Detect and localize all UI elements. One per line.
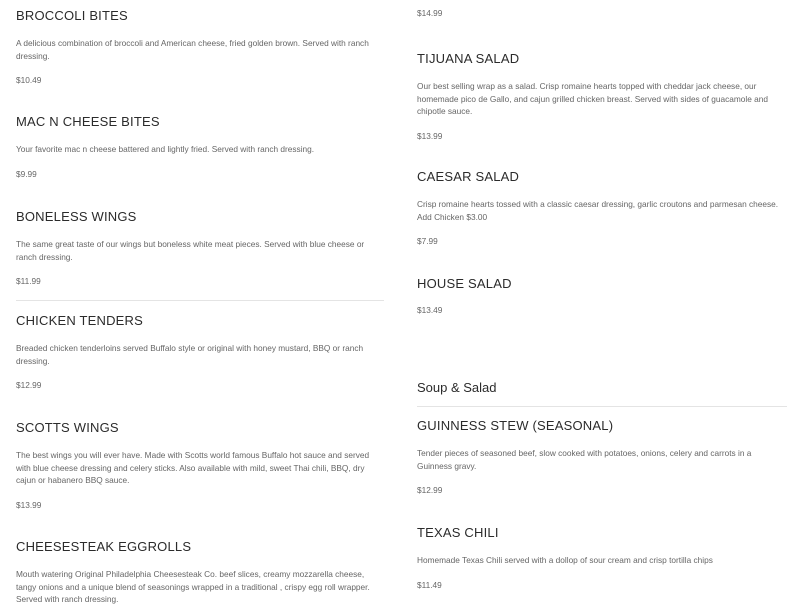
item-description: The best wings you will ever have. Made with Scotts world famous Buffalo hot sauce and served with blue cheese dressing and celery sticks. Also available with mild, sweet Thai chili, BBQ, dry cajun or habanero BBQ sauce. bbox=[16, 450, 370, 486]
item-price: $13.49 bbox=[417, 305, 443, 315]
item-price: $12.99 bbox=[16, 380, 42, 391]
item-price: $13.99 bbox=[417, 130, 443, 141]
divider bbox=[16, 300, 384, 301]
menu-item bbox=[16, 539, 384, 606]
item-title: CHICKEN TENDERS bbox=[16, 313, 144, 328]
divider bbox=[417, 406, 787, 407]
item-price: $14.99 bbox=[417, 8, 443, 18]
item-description: Breaded chicken tenderloins served Buffalo style or original with honey mustard, BBQ or ranch dressing. bbox=[16, 343, 364, 366]
item-price: $10.49 bbox=[16, 75, 42, 86]
menu-item bbox=[417, 51, 787, 141]
item-description: A delicious combination of broccoli and American cheese, fried golden brown. Served with ranch dressing. bbox=[16, 38, 369, 61]
section-heading: Soup & Salad bbox=[417, 380, 497, 395]
menu-item bbox=[16, 209, 384, 286]
item-description: Tender pieces of seasoned beef, slow cooked with potatoes, onions, celery and carrots in a Guinness gravy. bbox=[417, 448, 752, 471]
item-description: The same great taste of our wings but boneless white meat pieces. Served with blue cheese or ranch dressing. bbox=[16, 239, 365, 262]
item-description: Mouth watering Original Philadelphia Cheesesteak Co. beef slices, creamy mozzarella cheese, tangy onions and a unique blend of seasonings wrapped in a traditional , crispy egg roll wrapper. Served with ranch dressing. bbox=[16, 569, 370, 605]
menu-item bbox=[417, 525, 787, 590]
item-price: $11.49 bbox=[417, 579, 442, 590]
item-description: Crisp romaine hearts tossed with a classic caesar dressing, garlic croutons and parmesan cheese. Add Chicken $3.00 bbox=[417, 199, 779, 222]
item-title: CHEESESTEAK EGGROLLS bbox=[16, 539, 192, 554]
menu-item bbox=[16, 8, 384, 85]
menu-item bbox=[16, 313, 384, 390]
item-title: GUINNESS STEW (SEASONAL) bbox=[417, 418, 614, 433]
item-title: BROCCOLI BITES bbox=[16, 8, 128, 23]
item-title: TEXAS CHILI bbox=[417, 525, 499, 540]
item-price: $9.99 bbox=[16, 168, 37, 179]
menu-item bbox=[417, 418, 787, 495]
menu-item bbox=[417, 169, 787, 246]
item-title: CAESAR SALAD bbox=[417, 169, 520, 184]
item-title: MAC N CHEESE BITES bbox=[16, 114, 160, 129]
menu-item bbox=[417, 276, 787, 315]
item-price: $12.99 bbox=[417, 485, 443, 496]
menu-item bbox=[16, 114, 384, 179]
item-title: TIJUANA SALAD bbox=[417, 51, 520, 66]
item-description: Your favorite mac n cheese battered and lightly fried. Served with ranch dressing. bbox=[16, 144, 315, 154]
item-title: HOUSE SALAD bbox=[417, 276, 512, 291]
item-price: $7.99 bbox=[417, 236, 438, 247]
item-title: SCOTTS WINGS bbox=[16, 420, 119, 435]
menu-item bbox=[16, 420, 384, 510]
item-title: BONELESS WINGS bbox=[16, 209, 137, 224]
item-description: Homemade Texas Chili served with a dollop of sour cream and crisp tortilla chips bbox=[417, 555, 713, 565]
item-price: $13.99 bbox=[16, 499, 42, 510]
item-price: $11.99 bbox=[16, 276, 41, 287]
item-description: Our best selling wrap as a salad. Crisp romaine hearts topped with cheddar jack cheese, our homemade pico de Gallo, and cajun grilled chicken breast. Served with sides of guacamole and chipotle sauce. bbox=[417, 81, 768, 117]
